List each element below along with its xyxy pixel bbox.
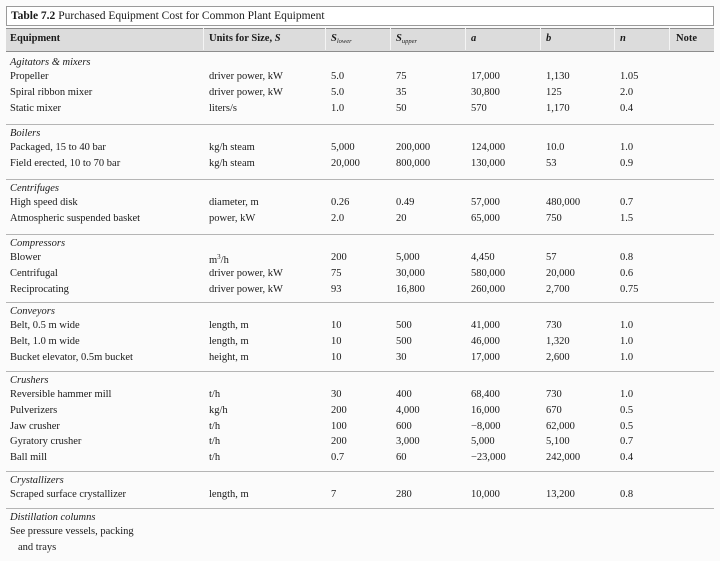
section-divider — [6, 179, 714, 180]
header-n-label: n — [620, 33, 626, 44]
cell-a: −23,000 — [471, 452, 506, 464]
header-s-lower-symbol: S — [331, 33, 337, 44]
cell-units: driver power, kW — [209, 86, 283, 98]
header-divider — [203, 28, 204, 50]
cell-s-lower: 100 — [331, 420, 347, 432]
category-heading: Crystallizers — [10, 475, 64, 486]
cell-a: 17,000 — [471, 71, 500, 82]
cell-s-lower: 200 — [331, 404, 347, 416]
category-heading: Compressors — [10, 238, 66, 249]
cell-s-upper: 5,000 — [396, 252, 420, 263]
cell-n: 1.0 — [620, 320, 634, 331]
category-heading: Boilers — [10, 128, 41, 139]
cell-equipment: Centrifugal — [10, 267, 58, 279]
cell-units: liters/s — [209, 102, 237, 114]
cell-b: 10.0 — [546, 142, 565, 153]
cell-equipment: Reversible hammer mill — [10, 389, 112, 400]
cell-a: 580,000 — [471, 267, 506, 279]
cell-s-lower: 10 — [331, 351, 342, 363]
section-divider — [6, 234, 714, 235]
cell-b: 730 — [546, 389, 562, 400]
cell-units: length, m — [209, 489, 249, 500]
section-divider — [6, 371, 714, 372]
cell-n: 0.4 — [620, 102, 634, 114]
header-units — [209, 32, 281, 45]
cell-b: 730 — [546, 320, 562, 331]
cell-equipment: See pressure vessels, packing — [10, 526, 134, 537]
cell-s-lower: 93 — [331, 283, 342, 295]
cell-equipment: Static mixer — [10, 102, 62, 114]
header-divider — [465, 28, 466, 50]
cell-b: 62,000 — [546, 420, 575, 432]
header-units-label: Units for Size, — [209, 33, 273, 44]
cell-units: kg/h — [209, 404, 228, 416]
header-units-variable: S — [274, 33, 281, 44]
cell-n: 0.5 — [620, 420, 634, 432]
header-divider — [325, 28, 326, 50]
header-s-upper-subscript: upper — [401, 38, 418, 45]
cell-b: 20,000 — [546, 267, 575, 279]
header-a — [471, 32, 476, 45]
cell-s-lower: 7 — [331, 489, 337, 500]
cell-s-upper: 500 — [396, 335, 412, 347]
cell-equipment: Pulverizers — [10, 404, 58, 416]
cell-units: t/h — [209, 452, 221, 464]
cell-n: 1.0 — [620, 142, 634, 153]
cell-s-upper: 75 — [396, 71, 407, 82]
cell-units: t/h — [209, 389, 221, 400]
cell-s-lower: 5.0 — [331, 71, 345, 82]
category-heading: Conveyors — [10, 306, 55, 317]
cell-n: 1.0 — [620, 335, 634, 347]
cell-a: 10,000 — [471, 489, 500, 500]
header-b-label: b — [546, 33, 552, 44]
cell-s-lower: 10 — [331, 335, 342, 347]
header-n — [620, 32, 626, 45]
header-divider — [390, 28, 391, 50]
cell-n: 0.8 — [620, 252, 634, 263]
header-s-upper — [396, 32, 417, 48]
section-divider — [6, 302, 714, 303]
cell-s-lower: 5.0 — [331, 86, 345, 98]
cell-b: 480,000 — [546, 197, 581, 208]
cell-units: diameter, m — [209, 197, 259, 208]
cell-b: 2,700 — [546, 283, 570, 295]
cell-n: 0.5 — [620, 404, 634, 416]
cell-a: 124,000 — [471, 142, 506, 153]
cell-s-upper: 50 — [396, 102, 407, 114]
cell-units: height, m — [209, 351, 249, 363]
cell-equipment: High speed disk — [10, 197, 78, 208]
section-divider — [6, 124, 714, 125]
category-heading: Crushers — [10, 375, 49, 386]
cell-s-lower: 200 — [331, 436, 347, 448]
table-title — [6, 6, 714, 26]
cell-equipment: Jaw crusher — [10, 420, 60, 432]
header-equipment: Equipment — [10, 33, 61, 44]
cell-equipment: Ball mill — [10, 452, 48, 464]
cell-a: 16,000 — [471, 404, 500, 416]
cell-units: length, m — [209, 335, 249, 347]
cell-equipment: Belt, 1.0 m wide — [10, 335, 80, 347]
cell-n: 0.7 — [620, 436, 634, 448]
table-header-row — [6, 28, 714, 52]
header-a-label: a — [471, 33, 477, 44]
cell-units: kg/h steam — [209, 157, 255, 169]
cell-equipment: Gyratory crusher — [10, 436, 82, 448]
cell-s-lower: 2.0 — [331, 212, 345, 224]
cell-b: 57 — [546, 252, 557, 263]
cell-equipment: Reciprocating — [10, 283, 69, 295]
cell-s-upper: 280 — [396, 489, 412, 500]
cell-s-lower: 30 — [331, 389, 342, 400]
cell-equipment: Propeller — [10, 71, 49, 82]
cell-s-upper: 20 — [396, 212, 407, 224]
header-s-lower — [331, 32, 352, 48]
cell-s-lower: 200 — [331, 252, 347, 263]
cell-b: 1,130 — [546, 71, 570, 82]
cell-a: 57,000 — [471, 197, 500, 208]
cell-units: t/h — [209, 436, 221, 448]
cell-b: 1,320 — [546, 335, 570, 347]
cell-a: 4,450 — [471, 252, 495, 263]
cell-s-upper: 500 — [396, 320, 412, 331]
cell-equipment: Packaged, 15 to 40 bar — [10, 142, 106, 153]
cell-a: 570 — [471, 102, 487, 114]
cell-n: 0.8 — [620, 489, 634, 500]
cell-b: 5,100 — [546, 436, 570, 448]
cell-a: 130,000 — [471, 157, 506, 169]
cell-s-upper: 30 — [396, 351, 407, 363]
header-s-upper-symbol: S — [396, 33, 402, 44]
cell-equipment: Field erected, 10 to 70 bar — [10, 157, 121, 169]
header-divider — [540, 28, 541, 50]
category-heading: Centrifuges — [10, 183, 59, 194]
cell-s-upper: 200,000 — [396, 142, 431, 153]
category-heading: Distillation columns — [10, 512, 96, 523]
cell-s-upper: 16,800 — [396, 283, 425, 295]
cell-units: length, m — [209, 320, 249, 331]
cell-s-upper: 400 — [396, 389, 412, 400]
cell-a: 30,800 — [471, 86, 500, 98]
cell-n: 0.4 — [620, 452, 634, 464]
cell-a: 260,000 — [471, 283, 506, 295]
cell-a: 5,000 — [471, 436, 495, 448]
cell-units: $m^3/h$ — [209, 253, 229, 266]
table-caption: Purchased Equipment Cost for Common Plant Equipment — [58, 10, 325, 22]
cell-b: 13,200 — [546, 489, 575, 500]
cell-equipment: and trays — [18, 541, 57, 553]
cell-b: 670 — [546, 404, 562, 416]
cell-s-upper: 3,000 — [396, 436, 420, 448]
cell-s-lower: 5,000 — [331, 142, 355, 153]
cell-units: driver power, kW — [209, 283, 283, 295]
section-divider — [6, 508, 714, 509]
cell-equipment: Spiral ribbon mixer — [10, 86, 93, 98]
cell-equipment: Blower — [10, 252, 41, 263]
cell-s-upper: 35 — [396, 86, 407, 98]
cell-a: −8,000 — [471, 420, 501, 432]
cell-b: 1,170 — [546, 102, 570, 114]
cell-s-lower: 1.0 — [331, 102, 345, 114]
cell-units: kg/h steam — [209, 142, 255, 153]
cell-s-lower: 0.7 — [331, 452, 345, 464]
cell-n: 1.5 — [620, 212, 634, 224]
cell-b: 125 — [546, 86, 562, 98]
cell-equipment: Belt, 0.5 m wide — [10, 320, 80, 331]
cell-a: 65,000 — [471, 212, 500, 224]
cell-n: 1.0 — [620, 351, 634, 363]
cell-a: 46,000 — [471, 335, 500, 347]
cell-equipment: Scraped surface crystallizer — [10, 489, 127, 500]
cell-b: 53 — [546, 157, 557, 169]
cell-a: 17,000 — [471, 351, 500, 363]
cell-b: 2,600 — [546, 351, 570, 363]
section-divider — [6, 471, 714, 472]
cell-n: 1.0 — [620, 389, 634, 400]
header-s-lower-subscript: lower — [336, 38, 352, 45]
cell-s-upper: 4,000 — [396, 404, 420, 416]
cell-units: driver power, kW — [209, 267, 283, 279]
cell-b: 242,000 — [546, 452, 581, 464]
cell-s-lower: 20,000 — [331, 157, 360, 169]
cell-equipment: Bucket elevator, 0.5m bucket — [10, 351, 133, 363]
cell-a: 68,400 — [471, 389, 500, 400]
cell-s-upper: 800,000 — [396, 157, 431, 169]
cell-n: 0.9 — [620, 157, 634, 169]
cell-units: power, kW — [209, 212, 256, 224]
cell-units: t/h — [209, 420, 221, 432]
cell-s-upper: 0.49 — [396, 197, 415, 208]
cell-n: 1.05 — [620, 71, 639, 82]
cell-b: 750 — [546, 212, 562, 224]
cell-a: 41,000 — [471, 320, 500, 331]
cell-s-upper: 60 — [396, 452, 407, 464]
cell-n: 0.7 — [620, 197, 634, 208]
cell-s-upper: 600 — [396, 420, 412, 432]
header-note: Note — [676, 33, 697, 44]
cell-equipment: Atmospheric suspended basket — [10, 212, 141, 224]
header-b — [546, 32, 551, 45]
header-divider — [669, 28, 670, 50]
cell-s-lower: 0.26 — [331, 197, 350, 208]
cell-s-upper: 30,000 — [396, 267, 425, 279]
header-divider — [614, 28, 615, 50]
cell-s-lower: 10 — [331, 320, 342, 331]
category-heading: Agitators & mixers — [10, 57, 91, 68]
table-number: Table 7.2 — [11, 10, 56, 22]
cell-units: driver power, kW — [209, 71, 283, 82]
cell-s-lower: 75 — [331, 267, 342, 279]
cell-n: 0.6 — [620, 267, 634, 279]
cell-n: 0.75 — [620, 283, 639, 295]
cell-n: 2.0 — [620, 86, 634, 98]
